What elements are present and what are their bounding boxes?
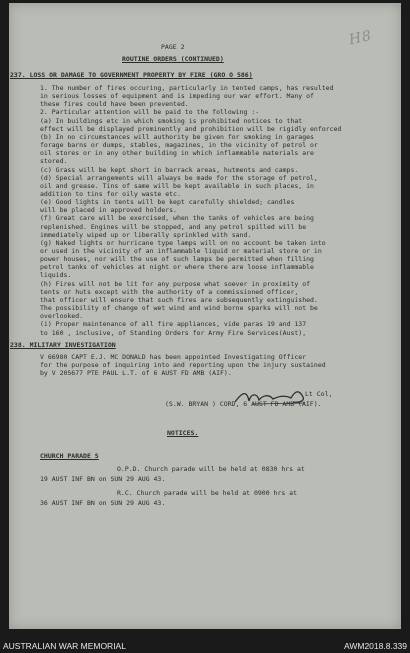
- document-title: ROUTINE ORDERS (CONTINUED): [122, 55, 224, 63]
- church-parade-1-line1: O.P.D. Church parade will be held at 0830 hrs at: [117, 465, 305, 473]
- document-page: [9, 3, 401, 629]
- text-line: petrol tanks of vehicles at night or where there are loose inflammable: [40, 263, 314, 272]
- text-line: will be placed in approved holders.: [40, 206, 177, 215]
- text-line: V 66980 CAPT E.J. MC DONALD has been appointed Investigating Officer: [40, 353, 307, 361]
- text-line: (a) In buildings etc in which smoking is prohibited notices to that: [40, 116, 303, 125]
- archive-source: AUSTRALIAN WAR MEMORIAL: [3, 641, 126, 651]
- page-label: PAGE 2: [161, 43, 185, 51]
- text-line: tents or huts except with the authority of a commissioned officer,: [40, 287, 299, 296]
- notices-heading: NOTICES.: [167, 429, 199, 437]
- text-line: 2. Particular attention will be paid to the following :-: [40, 108, 260, 117]
- text-line: these fires could have been prevented.: [40, 100, 189, 109]
- text-line: (h) Fires will not be lit for any purpose what soever in proximity of: [40, 279, 311, 288]
- text-line: or used in the vicinity of an inflammable liquid or material store or in: [40, 247, 322, 255]
- text-line: that officer will ensure that such fires are subsequently extinguished.: [40, 295, 318, 304]
- text-line: (f) Great care will be exercised, when the tanks of vehicles are being: [40, 214, 314, 223]
- text-line: The possibility of change of wet wind and wind borne sparks will not be: [40, 304, 318, 313]
- signature-rank: Lt Col,: [305, 390, 333, 398]
- archive-footer: [0, 638, 410, 653]
- text-line: power houses, nor will the use of such lamps be permitted when filling: [40, 255, 314, 264]
- text-line: forage barns or dumps, stables, magazines, in the vicinity of petrol or: [40, 141, 318, 150]
- church-parade-2-line1: R.C. Church parade will be held at 0900 hrs at: [117, 489, 298, 497]
- signature-name: (S.W. BRYAN ) CORD, 6 AUST FD AMB (AIF).: [165, 400, 322, 408]
- pencil-annotation: H8: [347, 27, 374, 49]
- text-line: to 160 , inclusive, of Standing Orders for Army Fire Services(Aust),: [40, 328, 307, 337]
- text-line: effect will be displayed prominently and prohibition will be rigidly enforced: [40, 124, 342, 133]
- text-line: 1. The number of fires occuring, particularly in tented camps, has resulted: [40, 84, 334, 92]
- text-line: overlooked.: [40, 312, 84, 321]
- section-238-heading: 238. MILITARY INVESTIGATION: [10, 341, 116, 349]
- text-line: addition to tins for oily waste etc.: [40, 189, 181, 198]
- church-parades-heading: CHURCH PARADE S: [40, 452, 99, 460]
- text-line: (e) Good lights in tents will be kept carefully shielded; candles: [40, 198, 295, 207]
- text-line: for the purpose of inquiring into and reporting upon the injury sustained: [40, 361, 326, 370]
- text-line: (d) Special arrangements will always be made for the storage of petrol,: [40, 173, 318, 182]
- text-line: stored.: [40, 157, 68, 166]
- text-line: by V 205677 PTE PAUL L.T. of 6 AUST FD AMB (AIF).: [40, 369, 232, 378]
- text-line: (g) Naked lights or hurricane type lamps will on no account be taken into: [40, 238, 326, 247]
- church-parade-1-line2: 19 AUST INF BN on SUN 29 AUG 43.: [40, 475, 166, 483]
- text-line: immediately wiped up or liberally sprinkled with sand.: [40, 230, 252, 239]
- text-line: (c) Grass will be kept short in barrack areas, hutments and camps.: [40, 165, 299, 174]
- section-237-heading: 237. LOSS OR DAMAGE TO GOVERNMENT PROPERTY BY FIRE (GRO O 586): [10, 71, 253, 79]
- text-line: (i) Proper maintenance of all fire appliances, vide paras 19 and 137: [40, 320, 307, 329]
- text-line: oil stores or in any other building in which inflammable materials are: [40, 149, 314, 158]
- text-line: in serious losses of equipment and is impeding our war effort. Many of: [40, 92, 314, 101]
- archive-accession: AWM2018.8.339: [344, 641, 407, 651]
- church-parade-2-line2: 36 AUST INF BN on SUN 29 AUG 43.: [40, 499, 166, 507]
- text-line: replenished. Engines will be stopped, and any petrol spilled will be: [40, 222, 307, 231]
- text-line: liquids.: [40, 271, 72, 280]
- text-line: oil and grease. Tins of same will be kept available in such places, in: [40, 181, 314, 190]
- text-line: (b) In no circumstances will authority be given for smoking in garages: [40, 132, 314, 141]
